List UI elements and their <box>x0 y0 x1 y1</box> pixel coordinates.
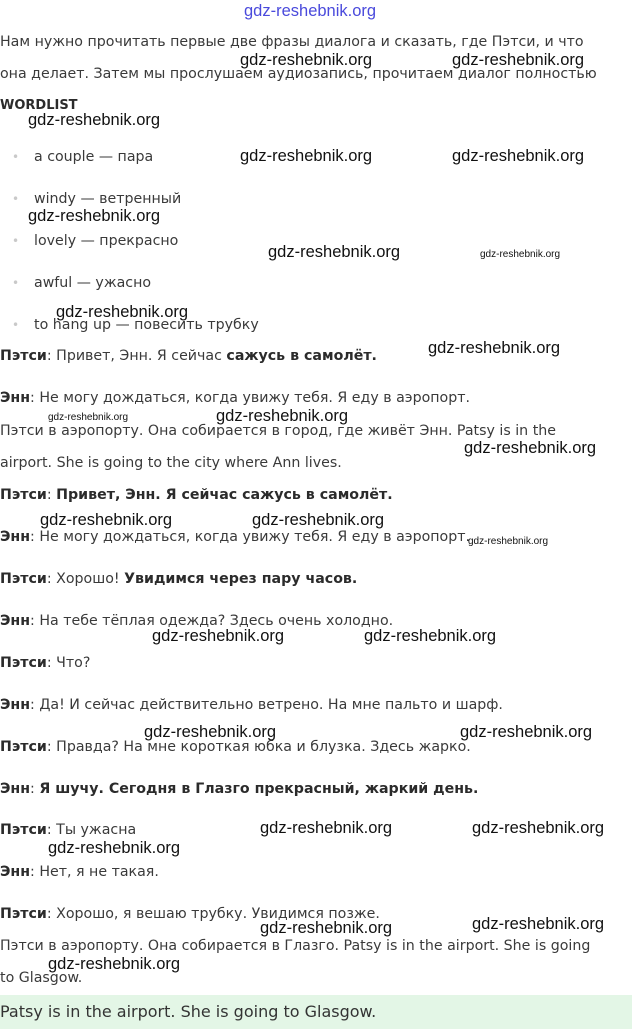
speaker: Пэтси <box>0 906 47 922</box>
dialog-line: Пэтси: Правда? На мне короткая юбка и блузка. Здесь жарко. <box>0 739 471 755</box>
watermark: gdz-reshebnik.org <box>472 915 605 933</box>
bullet-icon: • <box>12 150 20 164</box>
watermark: gdz-reshebnik.org <box>464 439 597 457</box>
wordlist-heading: WORDLIST <box>0 98 78 113</box>
dialog-line: Энн: Нет, я не такая. <box>0 864 159 880</box>
watermark: gdz-reshebnik.org <box>468 536 549 547</box>
watermark: gdz-reshebnik.org <box>152 627 285 645</box>
dialog-line: Пэтси: Привет, Энн. Я сейчас сажусь в самолёт. <box>0 348 377 364</box>
speaker: Пэтси <box>0 487 47 503</box>
watermark: gdz-reshebnik.org <box>364 627 497 645</box>
watermark: gdz-reshebnik.org <box>144 723 277 741</box>
wordlist-item: • windy — ветренный <box>12 191 182 207</box>
bullet-icon: • <box>12 318 20 332</box>
final-answer: Patsy is in the airport. She is going to Glasgow. <box>0 995 632 1029</box>
speaker: Пэтси <box>0 571 47 587</box>
watermark: gdz-reshebnik.org <box>472 819 605 837</box>
answer-2-line-1: Пэтси в аэропорту. Она собирается в Глазго. Patsy is in the airport. She is going <box>0 938 591 954</box>
speaker: Энн <box>0 697 31 713</box>
dialog-line: Энн: Не могу дождаться, когда увижу тебя. Я еду в аэропорт. <box>0 390 470 406</box>
watermark: gdz-reshebnik.org <box>480 249 561 260</box>
speaker: Энн <box>0 390 31 406</box>
intro-line-1: Нам нужно прочитать первые две фразы диалога и сказать, где Пэтси, и что <box>0 34 584 50</box>
answer-1-line-2: airport. She is going to the city where Ann lives. <box>0 455 342 471</box>
bullet-icon: • <box>12 276 20 290</box>
watermark: gdz-reshebnik.org <box>452 147 585 165</box>
speaker: Пэтси <box>0 822 47 838</box>
watermark: gdz-reshebnik.org <box>460 723 593 741</box>
intro-line-2: она делает. Затем мы прослушаем аудиозапись, прочитаем диалог полностью <box>0 66 597 82</box>
speaker: Энн <box>0 529 31 545</box>
watermark: gdz-reshebnik.org <box>28 207 161 225</box>
watermark: gdz-reshebnik.org <box>48 412 129 423</box>
dialog-line: Пэтси: Что? <box>0 655 91 671</box>
watermark: gdz-reshebnik.org <box>428 339 561 357</box>
speaker: Энн <box>0 781 31 797</box>
watermark: gdz-reshebnik.org <box>452 51 585 69</box>
watermark: gdz-reshebnik.org <box>216 407 349 425</box>
bullet-icon: • <box>12 234 20 248</box>
speaker: Пэтси <box>0 655 47 671</box>
dialog-line: Пэтси: Хорошо, я вешаю трубку. Увидимся позже. <box>0 906 380 922</box>
dialog-line: Энн: Да! И сейчас действительно ветрено. На мне пальто и шарф. <box>0 697 503 713</box>
watermark[interactable]: gdz-reshebnik.org <box>244 2 377 20</box>
speaker: Энн <box>0 613 31 629</box>
watermark: gdz-reshebnik.org <box>240 51 373 69</box>
watermark: gdz-reshebnik.org <box>48 955 181 973</box>
dialog-line: Энн: На тебе тёплая одежда? Здесь очень холодно. <box>0 613 394 629</box>
wordlist-item: • lovely — прекрасно <box>12 233 179 249</box>
speaker: Пэтси <box>0 348 47 364</box>
answer-1-line-1: Пэтси в аэропорту. Она собирается в город, где живёт Энн. Patsy is in the <box>0 423 556 439</box>
dialog-line: Энн: Не могу дождаться, когда увижу тебя. Я еду в аэропорт. <box>0 529 470 545</box>
dialog-line: Энн: Я шучу. Сегодня в Глазго прекрасный, жаркий день. <box>0 781 479 797</box>
answer-2-line-2: to Glasgow. <box>0 970 83 986</box>
dialog-line: Пэтси: Хорошо! Увидимся через пару часов. <box>0 571 358 587</box>
watermark: gdz-reshebnik.org <box>56 303 189 321</box>
watermark: gdz-reshebnik.org <box>260 819 393 837</box>
watermark: gdz-reshebnik.org <box>252 511 385 529</box>
wordlist-item: • awful — ужасно <box>12 275 152 291</box>
dialog-line: Пэтси: Привет, Энн. Я сейчас сажусь в самолёт. <box>0 487 393 503</box>
watermark: gdz-reshebnik.org <box>28 111 161 129</box>
bullet-icon: • <box>12 192 20 206</box>
watermark: gdz-reshebnik.org <box>40 511 173 529</box>
watermark: gdz-reshebnik.org <box>240 147 373 165</box>
watermark: gdz-reshebnik.org <box>260 919 393 937</box>
watermark: gdz-reshebnik.org <box>48 839 181 857</box>
watermark: gdz-reshebnik.org <box>268 243 401 261</box>
dialog-line: Пэтси: Ты ужасна <box>0 822 137 838</box>
wordlist-item: • to hang up — повесить трубку <box>12 317 259 333</box>
speaker: Энн <box>0 864 31 880</box>
wordlist-item: • a couple — пара <box>12 149 154 165</box>
speaker: Пэтси <box>0 739 47 755</box>
